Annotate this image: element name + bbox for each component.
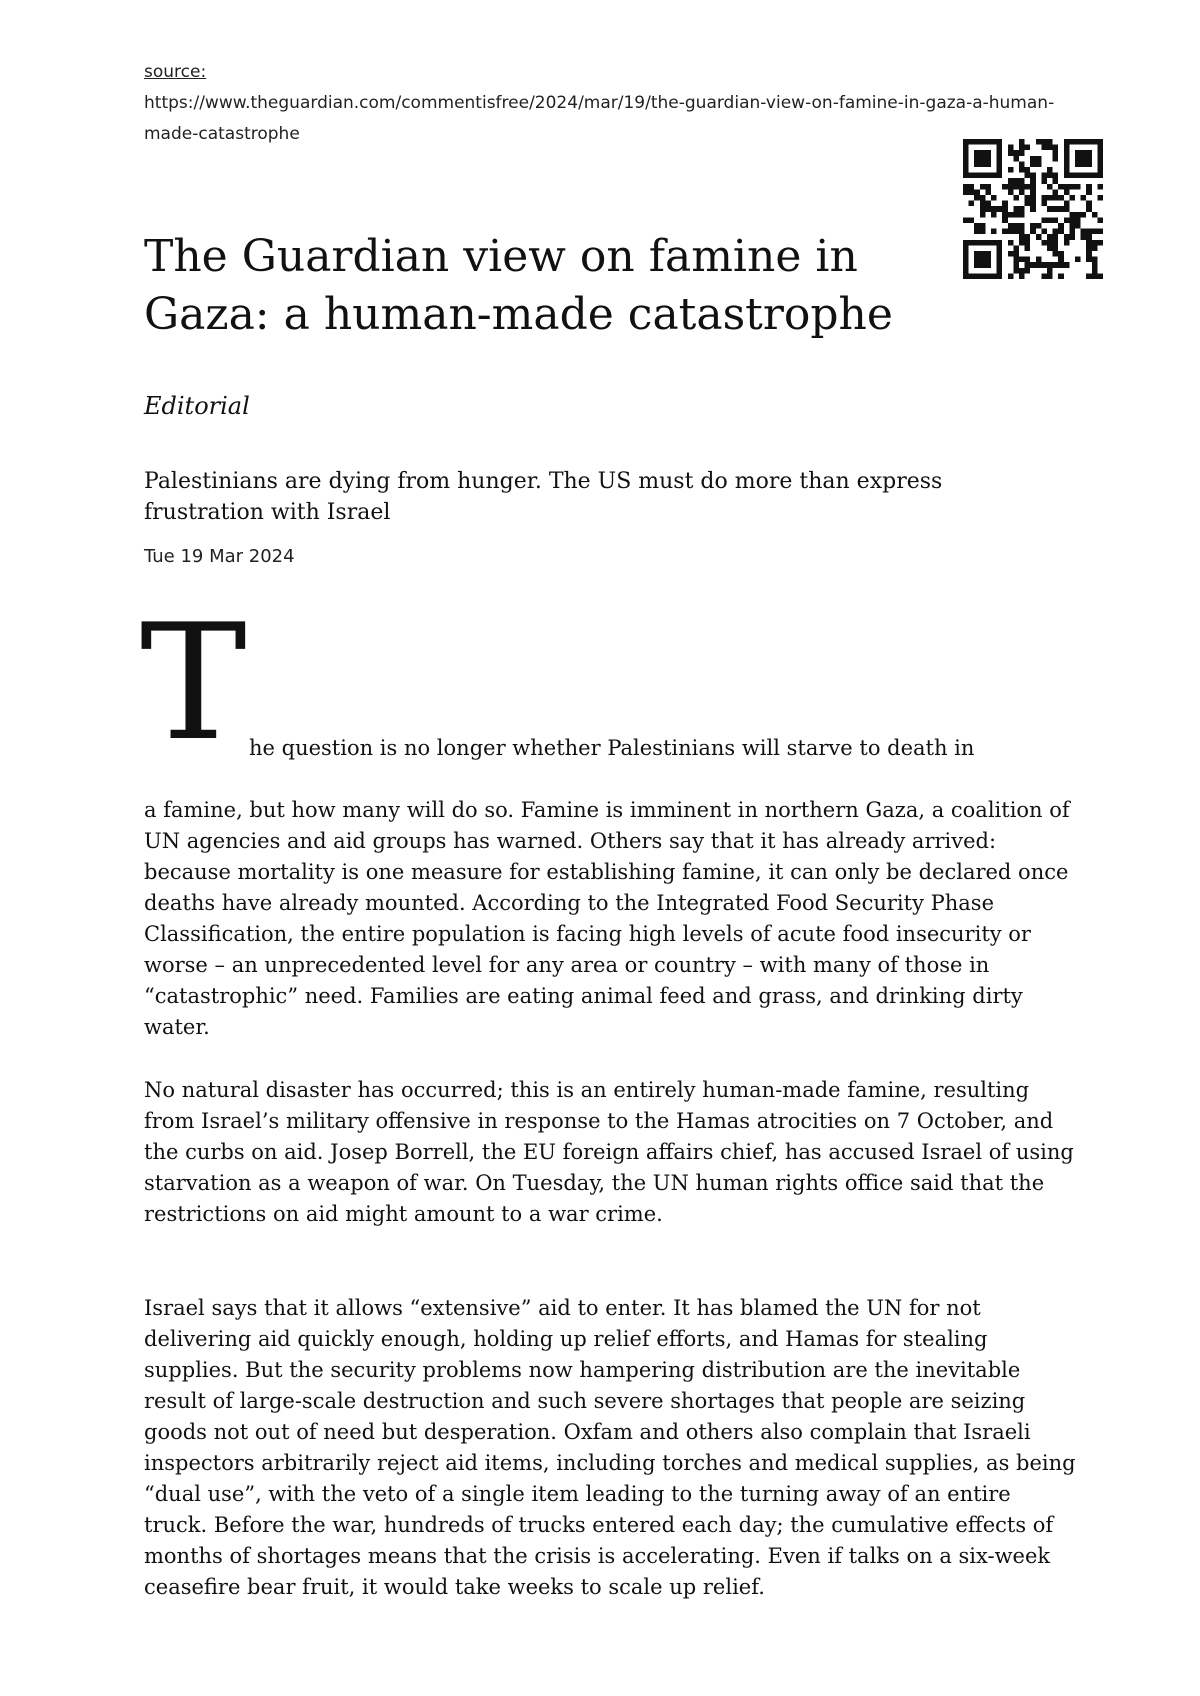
body-paragraph-1: a famine, but how many will do so. Famine is imminent in northern Gaza, a coalition of UN agencies and aid groups has warned. Others say that it has already arrived: because mortality is one measure for establishing famine, it can only be declared once deaths have already mounted. According to the Integrated Food Security Phase Classification, the entire population is facing high levels of acute food insecurity or worse – an unprecedented level for any area or country – with many of those in “catastrophic” need. Families are eating animal feed and grass, and drinking dirty water. <box>144 798 1070 1039</box>
source-citation <box>144 57 1064 150</box>
qr-code-icon <box>963 139 1103 279</box>
publish-date: Tue 19 Mar 2024 <box>144 546 295 567</box>
article-title: The Guardian view on famine in Gaza: a human-made catastrophe <box>144 231 893 340</box>
body-paragraph-2: No natural disaster has occurred; this is an entirely human-made famine, resulting from Israel’s military offensive in response to the Hamas atrocities on 7 October, and the curbs on aid. Josep Borrell, the EU foreign affairs chief, has accused Israel of using starvation as a weapon of war. On Tuesday, the UN human rights office said that the restrictions on aid might amount to a war crime. <box>144 1078 1074 1226</box>
source-label: source: <box>144 62 207 82</box>
first-line-text: he question is no longer whether Palestinians will starve to death in <box>249 736 975 760</box>
source-url-link[interactable]: https://www.theguardian.com/commentisfree/2024/mar/19/the-guardian-view-on-famine-in-gaza-a-human-made-catastrophe <box>144 93 1055 144</box>
article-standfirst: Palestinians are dying from hunger. The US must do more than express frustration with Israel <box>144 469 943 525</box>
section-label: Editorial <box>144 392 250 420</box>
drop-cap: T <box>140 589 247 776</box>
body-paragraph-3: Israel says that it allows “extensive” aid to enter. It has blamed the UN for not delivering aid quickly enough, holding up relief efforts, and Hamas for stealing supplies. But the security problems now hampering distribution are the inevitable result of large-scale destruction and such severe shortages that people are seizing goods not out of need but desperation. Oxfam and others also complain that Israeli inspectors arbitrarily reject aid items, including torches and medical supplies, as being “dual use”, with the veto of a single item leading to the turning away of an entire truck. Before the war, hundreds of trucks entered each day; the cumulative effects of months of shortages means that the crisis is accelerating. Even if talks on a six-week ceasefire bear fruit, it would take weeks to scale up relief. <box>144 1296 1076 1599</box>
